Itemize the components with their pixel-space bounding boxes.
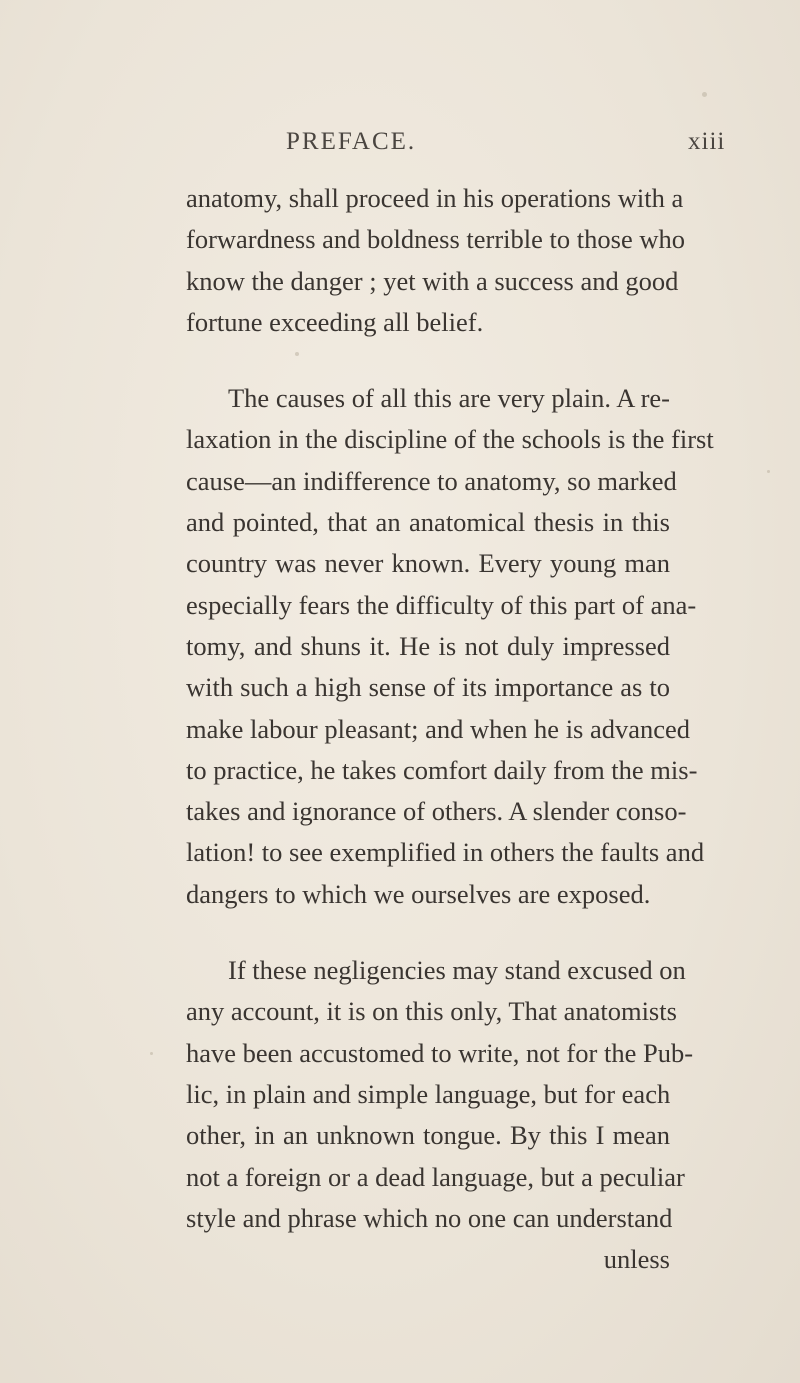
text-line: dangers to which we ourselves are exposed.: [186, 878, 651, 909]
text-line: not a foreign or a dead language, but a peculiar: [186, 1161, 685, 1192]
text-line: and pointed, that an anatomical thesis in this: [186, 507, 670, 538]
text-line: any account, it is on this only, That anatomists: [186, 996, 677, 1027]
page-number: xiii: [688, 128, 726, 155]
text-line: lation! to see exemplified in others the faults and: [186, 837, 705, 868]
text-line: cause—an indifference to anatomy, so marked: [186, 465, 677, 496]
text-line: If these negligencies may stand excused on: [228, 955, 686, 986]
text-line: style and phrase which no one can understand: [186, 1202, 673, 1233]
text-line: country was never known. Every young man: [186, 548, 670, 579]
paragraph: [186, 378, 714, 915]
text-line: other, in an unknown tongue. By this I mean: [186, 1120, 670, 1151]
text-line: have been accustomed to write, not for the Pub-: [186, 1037, 694, 1068]
text-line: tomy, and shuns it. He is not duly impressed: [186, 630, 670, 661]
text-line: fortune exceeding all belief.: [186, 306, 484, 337]
paragraph: [186, 950, 694, 1239]
text-line: make labour pleasant; and when he is advanced: [186, 713, 691, 744]
text-line: especially fears the difficulty of this part of ana-: [186, 589, 697, 620]
text-line: anatomy, shall proceed in his operations with a: [186, 183, 684, 213]
body-text: [186, 178, 714, 1280]
text-line: lic, in plain and simple language, but for each: [186, 1078, 671, 1109]
text-line: forwardness and boldness terrible to those who: [186, 224, 685, 255]
paper-speck: [295, 352, 299, 356]
paper-speck: [150, 1052, 153, 1055]
text-line: The causes of all this are very plain. A re-: [228, 383, 670, 414]
catchword: unless: [603, 1244, 670, 1275]
paragraph: [186, 178, 685, 343]
text-line: know the danger ; yet with a success and good: [186, 265, 679, 296]
text-line: to practice, he takes comfort daily from the mis-: [186, 754, 698, 785]
paper-speck: [702, 92, 707, 97]
text-line: laxation in the discipline of the schools is the first: [186, 424, 714, 455]
text-line: takes and ignorance of others. A slender conso-: [186, 796, 687, 827]
running-head: PREFACE.: [286, 128, 417, 155]
text-line: with such a high sense of its importance as to: [186, 672, 670, 703]
paper-speck: [767, 470, 770, 473]
